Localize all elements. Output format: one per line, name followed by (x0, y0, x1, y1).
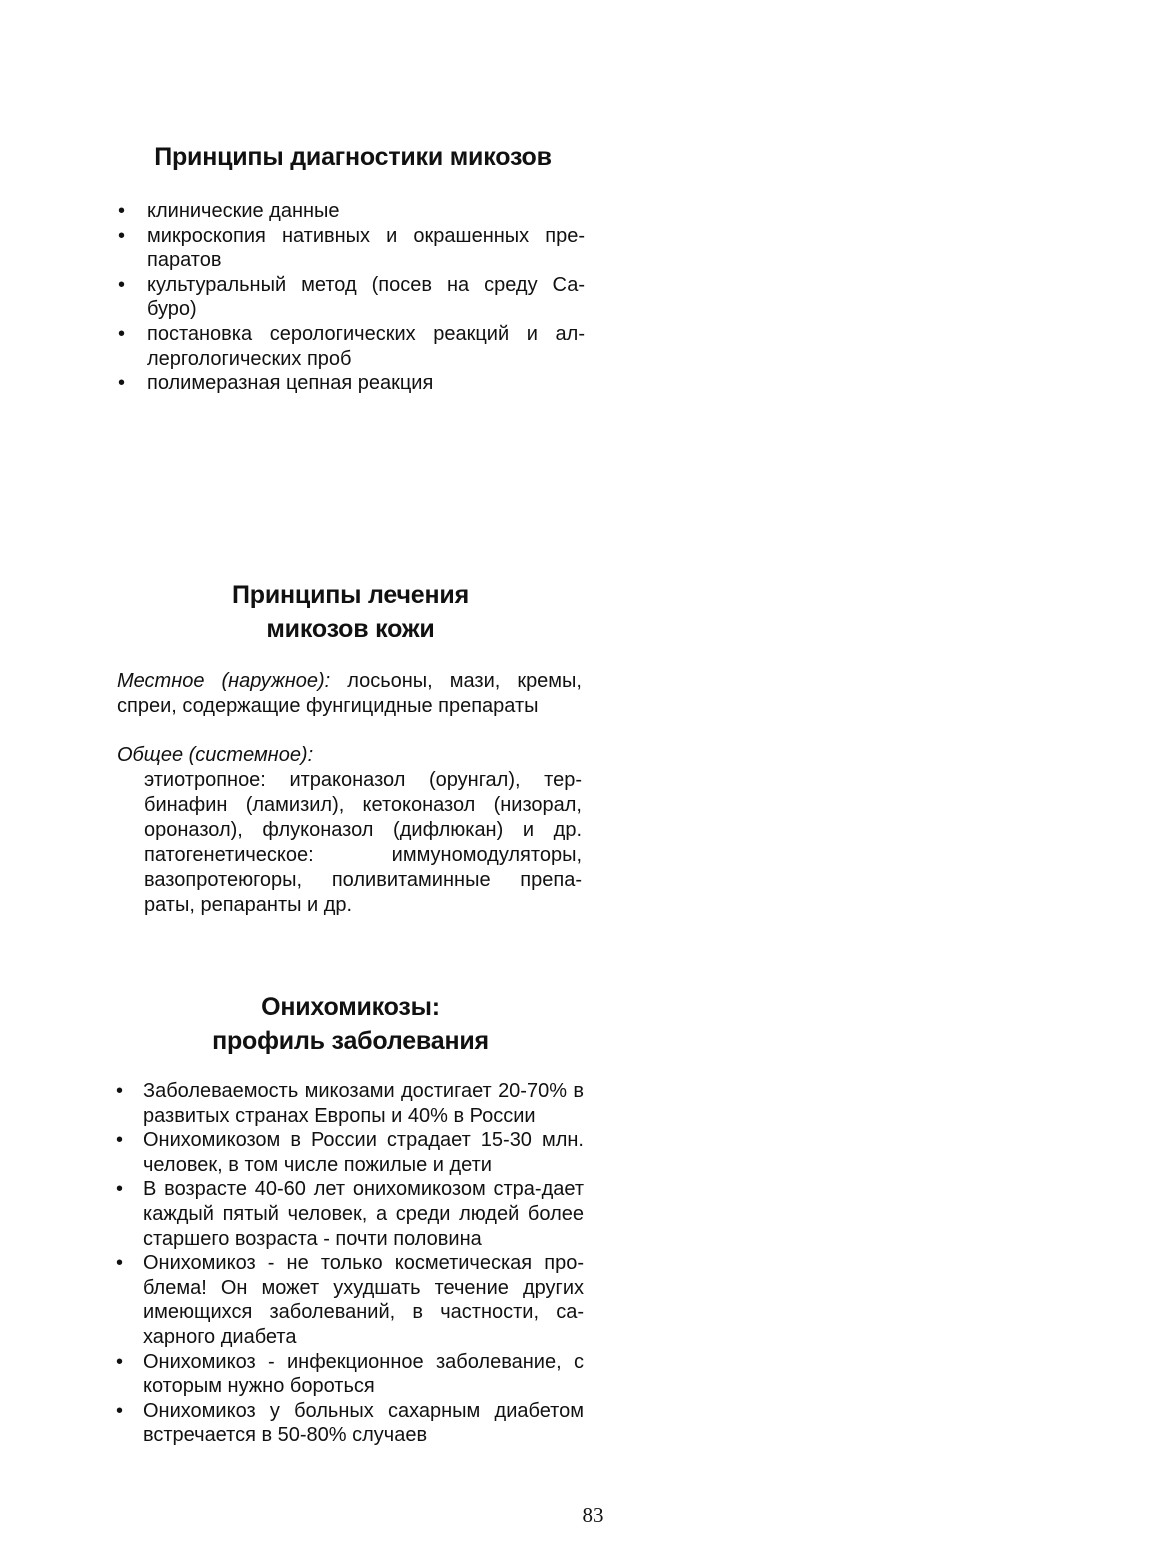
local-treatment-label: Местное (наружное): (117, 670, 331, 692)
treatment-title (118, 578, 583, 646)
bullet-icon: • (116, 1080, 124, 1102)
list-item-text: микроскопия нативных и окрашенных пре-паратов (147, 224, 585, 272)
list-item (118, 322, 585, 371)
list-item-text: Онихомикоз у больных сахарным диабетом встречается в 50-80% случаев (143, 1399, 584, 1447)
list-item-text: В возрасте 40-60 лет онихомикозом стра-дает каждый пятый человек, а среди людей более старшего возраста - почти половина (143, 1178, 584, 1250)
list-item-text: Онихомикоз - не только косметическая про-блема! Он может ухудшать течение других имеющихся заболеваний, в частности, са-харного диабета (143, 1252, 584, 1348)
onychomycosis-title-line1: Онихомикозы: (261, 993, 440, 1021)
list-item (116, 1251, 584, 1349)
bullet-icon: • (118, 224, 126, 247)
list-item (116, 1399, 584, 1448)
list-item-text: культуральный метод (посев на среду Са-буро) (147, 273, 585, 321)
list-item-text: Заболеваемость микозами достигает 20-70% в развитых странах Европы и 40% в России (143, 1080, 584, 1127)
list-item (116, 1350, 584, 1399)
list-item (118, 199, 585, 224)
list-item-text: полимеразная цепная реакция (147, 372, 434, 395)
onychomycosis-title-line2: профиль заболевания (212, 1027, 489, 1055)
list-item-text: постановка серологических реакций и ал-лергологических проб (147, 322, 585, 370)
general-treatment-text: этиотропное: итраконазол (орунгал), тер-бинафин (ламизил), кетоконазол (низорал, ороназол), флуконазол (дифлюкан) и др. патогенетическое: иммуномодуляторы, вазопротеюгоры, поливитаминные препа-раты, репаранты и др. (144, 769, 582, 916)
local-treatment-text: лосьоны, мази, кремы, спреи, содержащие фунгицидные препараты (117, 670, 582, 717)
list-item (116, 1177, 584, 1251)
diagnostics-title: Принципы диагностики микозов (154, 143, 552, 171)
bullet-icon: • (118, 372, 126, 395)
treatment-title-line2: микозов кожи (266, 615, 435, 643)
list-item (118, 224, 585, 273)
bullet-icon: • (118, 322, 126, 345)
list-item-text: Онихомикоз - инфекционное заболевание, с которым нужно бороться (143, 1350, 584, 1398)
bullet-icon: • (116, 1252, 124, 1275)
list-item (118, 273, 585, 322)
local-treatment-paragraph (117, 669, 582, 719)
list-item (116, 1128, 584, 1177)
list-item (118, 371, 585, 396)
diagnostics-list (118, 199, 585, 396)
general-treatment-label: Общее (системное): (117, 744, 314, 766)
bullet-icon: • (118, 200, 126, 222)
bullet-icon: • (116, 1399, 124, 1422)
list-item (116, 1079, 584, 1128)
list-item-text: Онихомикозом в России страдает 15-30 млн. человек, в том числе пожилые и дети (143, 1129, 584, 1176)
onychomycosis-list (116, 1079, 584, 1448)
page-number: 83 (582, 1503, 604, 1527)
bullet-icon: • (118, 273, 126, 296)
bullet-icon: • (116, 1350, 124, 1373)
list-item-text: клинические данные (147, 200, 340, 222)
bullet-icon: • (116, 1129, 124, 1152)
onychomycosis-title (118, 990, 583, 1058)
bullet-icon: • (116, 1178, 124, 1201)
treatment-title-line1: Принципы лечения (232, 581, 469, 609)
